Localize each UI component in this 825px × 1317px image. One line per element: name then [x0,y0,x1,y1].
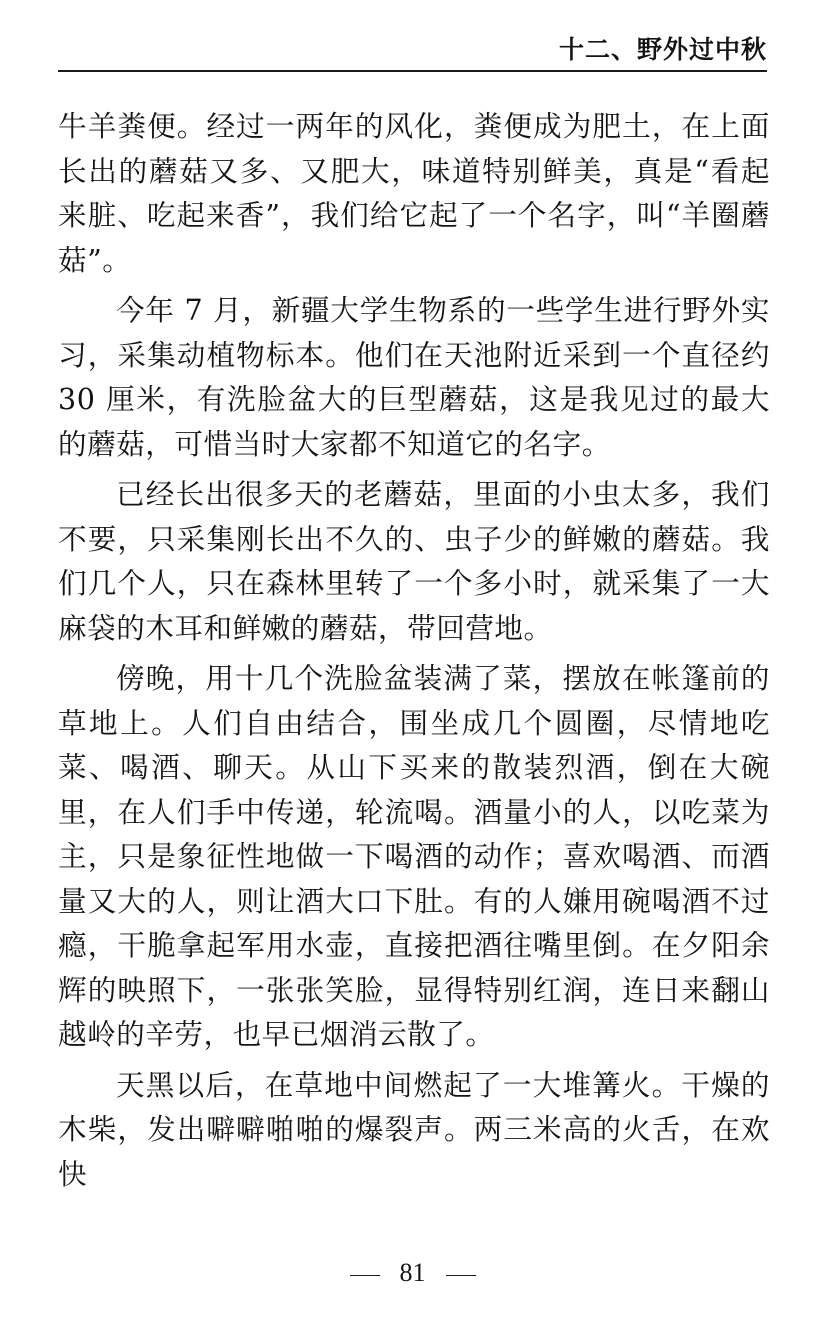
paragraph-3: 已经长出很多天的老蘑菇，里面的小虫太多，我们不要，只采集刚长出不久的、虫子少的鲜嫩的蘑菇。我们几个人，只在森林里转了一个多小时，就采集了一大麻袋的木耳和鲜嫩的蘑菇，带回营地。 [58,477,770,645]
paragraph-1: 牛羊粪便。经过一两年的风化，粪便成为肥土，在上面长出的蘑菇又多、又肥大，味道特别鲜美，真是“看起来脏、吃起来香”，我们给它起了一个名字，叫“羊圈蘑菇”。 [58,109,770,277]
left-dash [350,1275,380,1276]
page-number: 81 [399,1258,426,1287]
header-rule [58,70,767,72]
running-head-chapter-title: 十二、野外过中秋 [558,35,767,64]
paragraph-5: 天黑以后，在草地中间燃起了一大堆篝火。干燥的木柴，发出噼噼啪啪的爆裂声。两三米高的火舌，在欢快 [58,1067,770,1191]
body-text [58,104,770,1196]
page-footer [0,1258,825,1288]
paragraph-2: 今年 7 月，新疆大学生物系的一些学生进行野外实习，采集动植物标本。他们在天池附近采到一个直径约30 厘米，有洗脸盆大的巨型蘑菇，这是我见过的最大的蘑菇，可惜当时大家都不知道它的名字。 [58,293,770,461]
paragraph-4: 傍晚，用十几个洗脸盆装满了菜，摆放在帐篷前的草地上。人们自由结合，围坐成几个圆圈，尽情地吃菜、喝酒、聊天。从山下买来的散装烈酒，倒在大碗里，在人们手中传递，轮流喝。酒量小的人，以吃菜为主，只是象征性地做一下喝酒的动作；喜欢喝酒、而酒量又大的人，则让酒大口下肚。有的人嫌用碗喝酒不过瘾，干脆拿起军用水壶，直接把酒往嘴里倒。在夕阳余辉的映照下，一张张笑脸，显得特别红润，连日来翻山越岭的辛劳，也早已烟消云散了。 [58,661,770,1051]
right-dash [446,1275,476,1276]
